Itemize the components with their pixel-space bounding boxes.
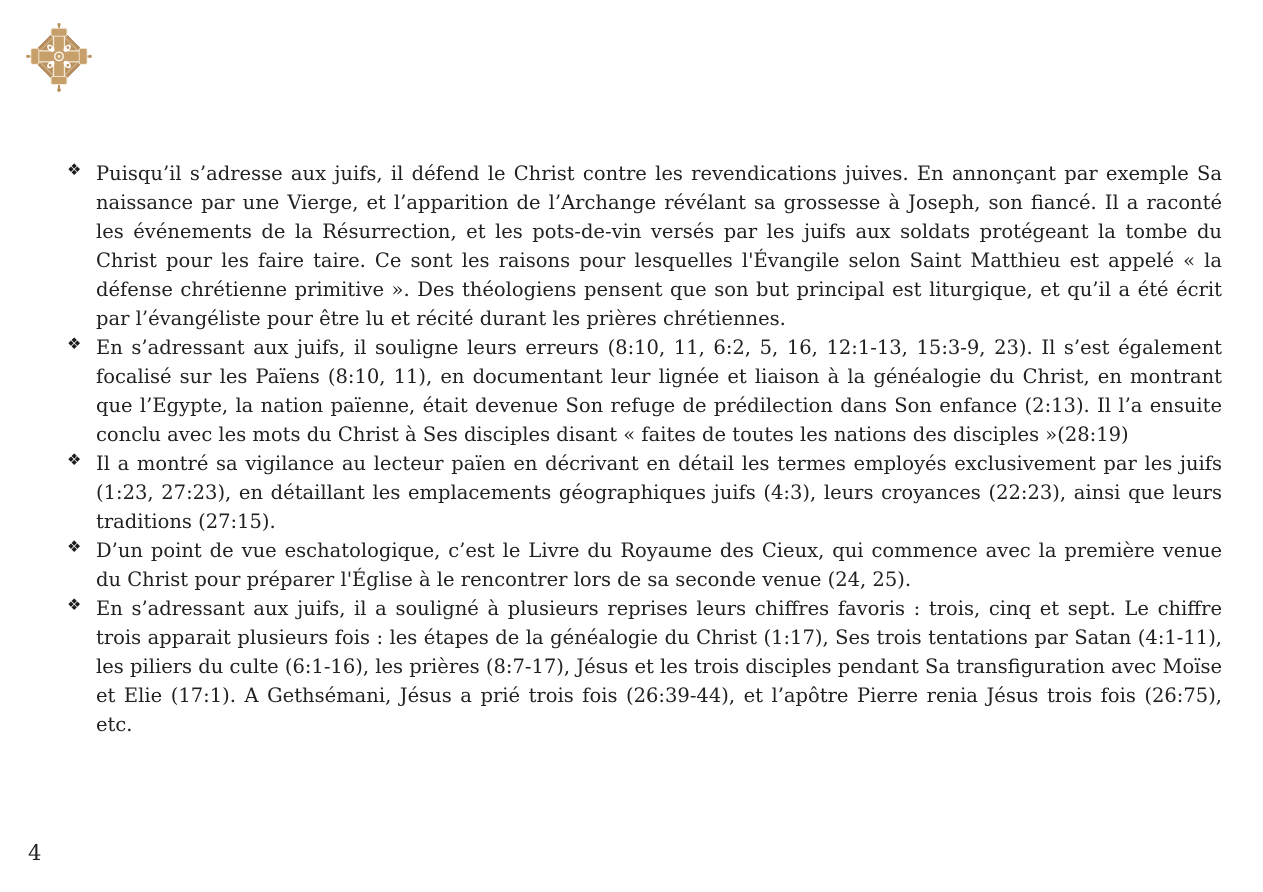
bullet-text: Puisqu’il s’adresse aux juifs, il défend le Christ contre les revendications juives. En annonçant par exemple Sa naissance par une Vierge, et l’apparition de l’Archange révélant sa grossesse à Joseph, son fiancé. Il a raconté les événements de la Résurrection, et les pots-de-vin versés par les juifs aux soldats protégeant la tombe du Christ pour les faire taire. Ce sont les raisons pour lesquelles l'Évangile selon Saint Matthieu est appelé « la défense chrétienne primitive ». Des théologiens pensent que son but principal est liturgique, et qu’il a été écrit par l’évangéliste pour être lu et récité durant les prières chrétiennes. (96, 162, 1222, 330)
bullet-item (0, 333, 1222, 449)
bullet-text: D’un point de vue eschatologique, c’est le Livre du Royaume des Cieux, qui commence avec la première venue du Christ pour préparer l'Église à le rencontrer lors de sa seconde venue (24, 25). (96, 539, 1222, 591)
coptic-cross-logo (26, 20, 92, 94)
bullet-diamond-icon: ❖ (67, 450, 82, 469)
bullet-item (0, 159, 1222, 333)
bullet-item (0, 594, 1222, 739)
bullet-item (0, 449, 1222, 536)
page-number: 4 (28, 841, 42, 865)
bullet-diamond-icon: ❖ (67, 537, 82, 556)
coptic-cross-icon (26, 20, 92, 94)
bullet-list (0, 159, 1222, 739)
bullet-text: Il a montré sa vigilance au lecteur païen en décrivant en détail les termes employés exclusivement par les juifs (1:23, 27:23), en détaillant les emplacements géographiques juifs (4:3), leurs croyances (22:23), ainsi que leurs traditions (27:15). (96, 452, 1222, 533)
bullet-diamond-icon: ❖ (67, 595, 82, 614)
bullet-item (0, 536, 1222, 594)
bullet-text: En s’adressant aux juifs, il a souligné à plusieurs reprises leurs chiffres favoris : trois, cinq et sept. Le chiffre trois apparait plusieurs fois : les étapes de la généalogie du Christ (1:17), Ses trois tentations par Satan (4:1-11), les piliers du culte (6:1-16), les prières (8:7-17), Jésus et les trois disciples pendant Sa transfiguration avec Moïse et Elie (17:1). A Gethsémani, Jésus a prié trois fois (26:39-44), et l’apôtre Pierre renia Jésus trois fois (26:75), etc. (96, 597, 1222, 736)
bullet-diamond-icon: ❖ (67, 160, 82, 179)
bullet-diamond-icon: ❖ (67, 334, 82, 353)
bullet-text: En s’adressant aux juifs, il souligne leurs erreurs (8:10, 11, 6:2, 5, 16, 12:1-13, 15:3-9, 23). Il s’est également focalisé sur les Païens (8:10, 11), en documentant leur lignée et liaison à la généalogie du Christ, en montrant que l’Egypte, la nation païenne, était devenue Son refuge de prédilection dans Son enfance (2:13). Il l’a ensuite conclu avec les mots du Christ à Ses disciples disant « faites de toutes les nations des disciples »(28:19) (96, 336, 1222, 446)
